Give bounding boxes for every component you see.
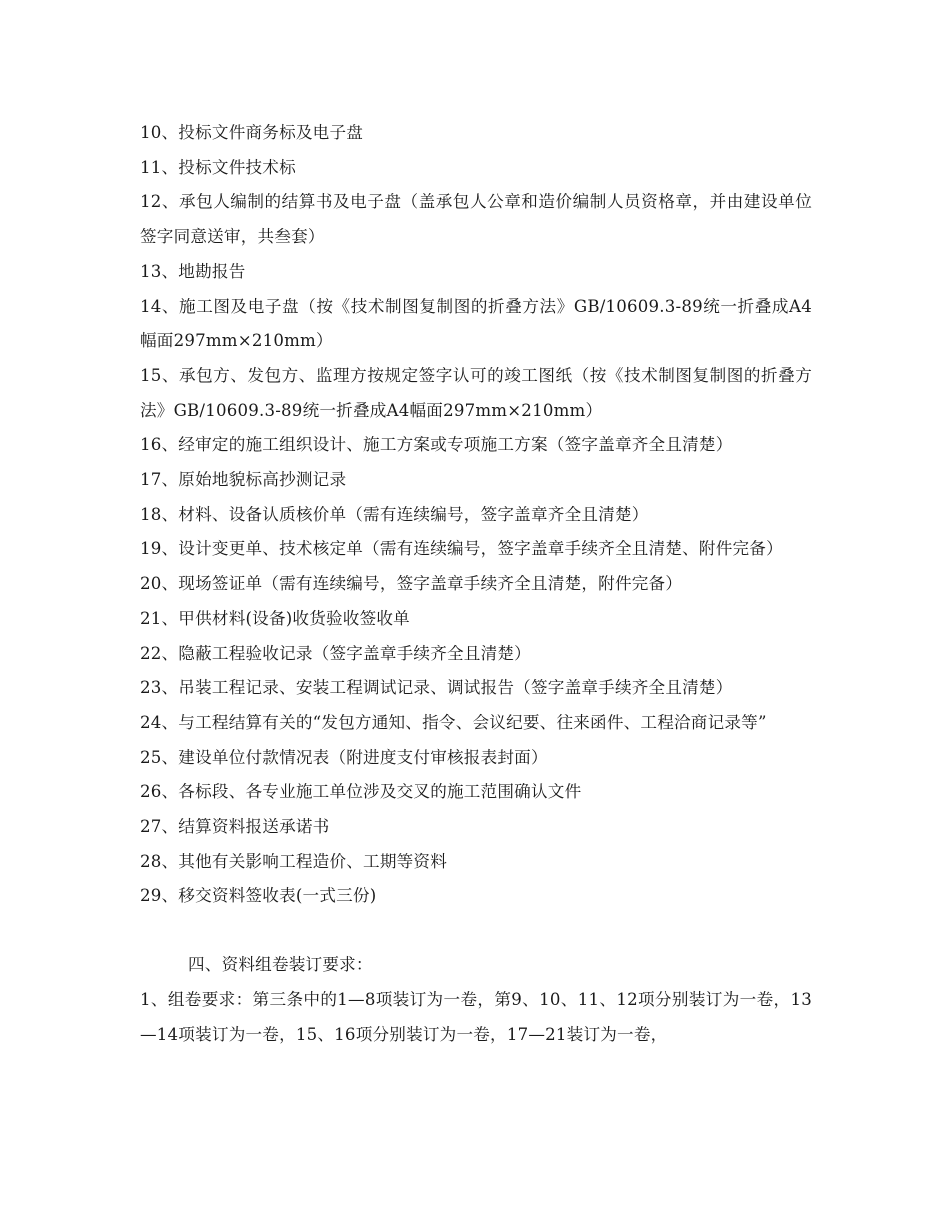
list-item-12: 12、承包人编制的结算书及电子盘（盖承包人公章和造价编制人员资格章，并由建设单位签字同意送审，共叁套）: [140, 192, 812, 247]
list-item-18: 18、材料、设备认质核价单（需有连续编号，签字盖章齐全且清楚）: [140, 504, 649, 524]
section-paragraph: 1、组卷要求：第三条中的1—8项装订为一卷，第9、10、11、12项分别装订为一卷，13—14项装订为一卷，15、16项分别装订为一卷，17—21装订为一卷，: [140, 989, 812, 1044]
list-item-13: 13、地勘报告: [140, 261, 246, 281]
list-item-11: 11、投标文件技术标: [140, 157, 296, 177]
list-item-25: 25、建设单位付款情况表（附进度支付审核报表封面）: [140, 747, 548, 767]
list-item-22: 22、隐蔽工程验收记录（签字盖章手续齐全且清楚）: [140, 643, 531, 663]
list-item-10: 10、投标文件商务标及电子盘: [140, 123, 364, 142]
list-item-19: 19、设计变更单、技术核定单（需有连续编号，签字盖章手续齐全且清楚、附件完备）: [140, 539, 783, 559]
list-item-28: 28、其他有关影响工程造价、工期等资料: [140, 851, 448, 871]
list-item-21: 21、甲供材料(设备)收货验收签收单: [140, 608, 410, 628]
list-item-29: 29、移交资料签收表(一式三份): [140, 886, 377, 906]
list-item-26: 26、各标段、各专业施工单位涉及交叉的施工范围确认文件: [140, 782, 582, 802]
list-item-23: 23、吊装工程记录、安装工程调试记录、调试报告（签字盖章手续齐全且清楚）: [140, 678, 733, 698]
document-page: [140, 116, 812, 1052]
list-item-15: 15、承包方、发包方、监理方按规定签字认可的竣工图纸（按《技术制图复制图的折叠方法》GB/10609.3-89统一折叠成A4幅面297mm×210mm）: [140, 365, 812, 420]
list-item-14: 14、施工图及电子盘（按《技术制图复制图的折叠方法》GB/10609.3-89统一折叠成A4幅面297mm×210mm）: [140, 296, 812, 351]
list-item-17: 17、原始地貌标高抄测记录: [140, 470, 347, 490]
list-item-16: 16、经审定的施工组织设计、施工方案或专项施工方案（签字盖章齐全且清楚）: [140, 435, 733, 455]
list-item-27: 27、结算资料报送承诺书: [140, 817, 330, 837]
list-item-24: 24、与工程结算有关的“发包方通知、指令、会议纪要、往来函件、工程洽商记录等”: [140, 712, 767, 732]
section-heading: 四、资料组卷装订要求：: [188, 955, 373, 975]
section-spacer: [140, 914, 812, 948]
list-item-20: 20、现场签证单（需有连续编号，签字盖章手续齐全且清楚，附件完备）: [140, 574, 683, 594]
